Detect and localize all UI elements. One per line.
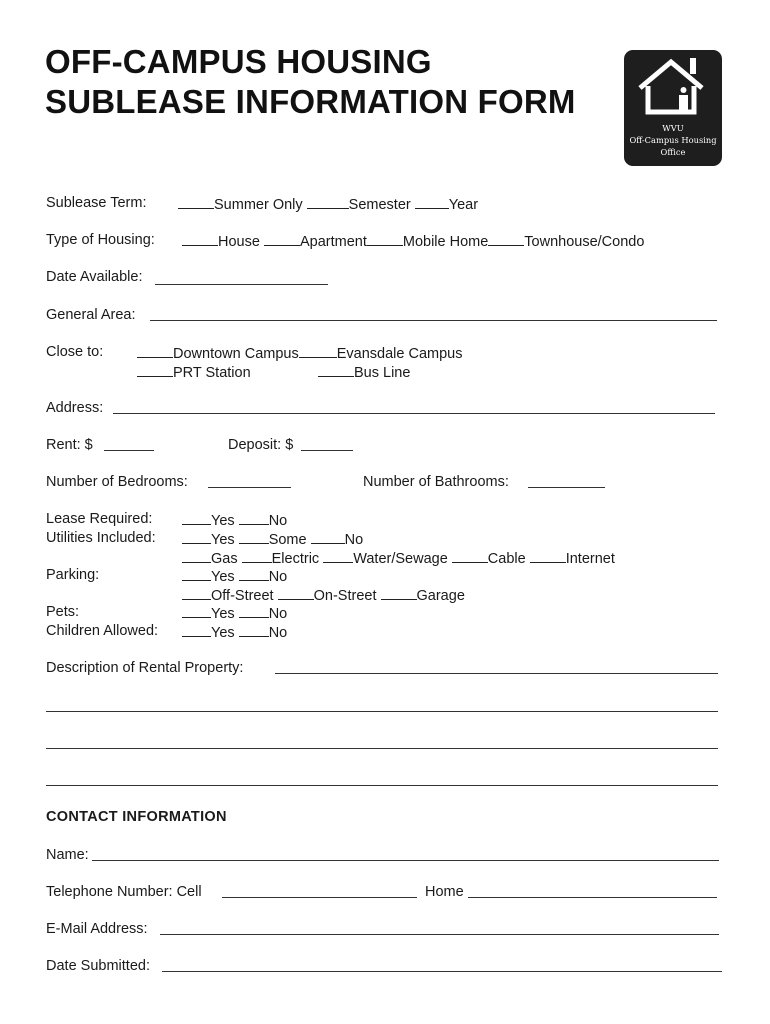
- children-no: No: [268, 625, 288, 641]
- close-to-row-2b: [318, 362, 410, 382]
- title-line-1: OFF-CAMPUS HOUSING: [45, 43, 432, 80]
- internet-blank[interactable]: [530, 548, 566, 563]
- general-area-label: General Area:: [46, 307, 136, 323]
- pets-options: [182, 603, 287, 623]
- util-no: No: [344, 532, 364, 548]
- name-field[interactable]: [92, 860, 719, 861]
- util-cable: Cable: [487, 551, 526, 567]
- parking-garage: Garage: [416, 588, 465, 604]
- opt-townhouse: Townhouse/Condo: [524, 234, 645, 250]
- general-area-field[interactable]: [150, 320, 717, 321]
- water-blank[interactable]: [323, 548, 353, 563]
- opt-year: Year: [448, 197, 479, 213]
- email-label: E-Mail Address:: [46, 921, 148, 937]
- util-yes: Yes: [211, 532, 235, 548]
- prt-blank[interactable]: [137, 362, 173, 377]
- date-available-label: Date Available:: [46, 269, 143, 285]
- opt-house: House: [218, 234, 260, 250]
- house-blank[interactable]: [182, 231, 218, 246]
- parking-yes-blank[interactable]: [182, 566, 211, 581]
- townhouse-blank[interactable]: [488, 231, 524, 246]
- opt-downtown: Downtown Campus: [173, 346, 299, 362]
- housing-type-options: [182, 231, 644, 251]
- house-icon: [624, 50, 722, 120]
- util-water: Water/Sewage: [353, 551, 448, 567]
- util-some: Some: [268, 532, 307, 548]
- parking-label: Parking:: [46, 567, 100, 583]
- rent-field[interactable]: [104, 450, 154, 451]
- utilities-options-2: [182, 548, 615, 568]
- opt-summer: Summer Only: [214, 197, 303, 213]
- pets-no-blank[interactable]: [239, 603, 269, 618]
- semester-blank[interactable]: [307, 194, 349, 209]
- downtown-blank[interactable]: [137, 343, 173, 358]
- contact-heading: CONTACT INFORMATION: [46, 809, 227, 825]
- opt-bus: Bus Line: [354, 365, 411, 381]
- bedrooms-field[interactable]: [208, 487, 291, 488]
- description-field-1[interactable]: [275, 673, 718, 674]
- address-label: Address:: [46, 400, 104, 416]
- parking-no-blank[interactable]: [239, 566, 269, 581]
- opt-mobile: Mobile Home: [402, 234, 489, 250]
- pets-yes-blank[interactable]: [182, 603, 211, 618]
- bedrooms-label: Number of Bedrooms:: [46, 474, 188, 490]
- lease-no: No: [268, 513, 288, 529]
- lease-yes-blank[interactable]: [182, 510, 211, 525]
- pets-no: No: [268, 606, 288, 622]
- children-options: [182, 622, 287, 642]
- form-title: [45, 42, 576, 122]
- children-no-blank[interactable]: [239, 622, 269, 637]
- mobile-blank[interactable]: [367, 231, 403, 246]
- deposit-field[interactable]: [301, 450, 353, 451]
- parking-onstreet: On-Street: [313, 588, 377, 604]
- utilities-label: Utilities Included:: [46, 530, 156, 546]
- logo-line-1: WVU: [662, 123, 684, 133]
- pets-yes: Yes: [211, 606, 235, 622]
- date-submitted-field[interactable]: [162, 971, 722, 972]
- children-yes: Yes: [211, 625, 235, 641]
- summer-blank[interactable]: [178, 194, 214, 209]
- deposit-label: Deposit: $: [228, 437, 294, 453]
- bathrooms-field[interactable]: [528, 487, 605, 488]
- lease-label: Lease Required:: [46, 511, 153, 527]
- children-label: Children Allowed:: [46, 623, 159, 639]
- date-available-field[interactable]: [155, 284, 328, 285]
- parking-options-1: [182, 566, 287, 586]
- util-gas: Gas: [211, 551, 238, 567]
- logo-line-2: Off-Campus Housing: [629, 135, 717, 145]
- parking-offstreet: Off-Street: [211, 588, 274, 604]
- phone-cell-field[interactable]: [222, 897, 417, 898]
- phone-home-field[interactable]: [468, 897, 717, 898]
- util-some-blank[interactable]: [239, 529, 269, 544]
- housing-type-label: Type of Housing:: [46, 232, 155, 248]
- utilities-options-1: [182, 529, 363, 549]
- util-no-blank[interactable]: [311, 529, 345, 544]
- description-field-3[interactable]: [46, 748, 718, 749]
- email-field[interactable]: [160, 934, 719, 935]
- description-field-2[interactable]: [46, 711, 718, 712]
- gas-blank[interactable]: [182, 548, 211, 563]
- electric-blank[interactable]: [242, 548, 272, 563]
- bus-blank[interactable]: [318, 362, 354, 377]
- description-label: Description of Rental Property:: [46, 660, 244, 676]
- opt-evansdale: Evansdale Campus: [336, 346, 463, 362]
- opt-semester: Semester: [348, 197, 411, 213]
- onstreet-blank[interactable]: [278, 585, 314, 600]
- phone-cell-label: Telephone Number: Cell: [46, 884, 202, 900]
- year-blank[interactable]: [415, 194, 449, 209]
- garage-blank[interactable]: [381, 585, 417, 600]
- bathrooms-label: Number of Bathrooms:: [363, 474, 509, 490]
- lease-options: [182, 510, 287, 530]
- util-yes-blank[interactable]: [182, 529, 211, 544]
- lease-yes: Yes: [211, 513, 235, 529]
- children-yes-blank[interactable]: [182, 622, 211, 637]
- cable-blank[interactable]: [452, 548, 488, 563]
- date-submitted-label: Date Submitted:: [46, 958, 150, 974]
- phone-home-label: Home: [425, 884, 464, 900]
- pets-label: Pets:: [46, 604, 80, 620]
- title-line-2: SUBLEASE INFORMATION FORM: [45, 83, 576, 120]
- apartment-blank[interactable]: [264, 231, 300, 246]
- opt-prt: PRT Station: [173, 365, 251, 381]
- evansdale-blank[interactable]: [299, 343, 337, 358]
- parking-options-2: [182, 585, 465, 605]
- description-field-4[interactable]: [46, 785, 718, 786]
- rent-label: Rent: $: [46, 437, 93, 453]
- close-to-row-2: [137, 362, 251, 382]
- close-to-label: Close to:: [46, 344, 104, 360]
- opt-apartment: Apartment: [299, 234, 367, 250]
- offstreet-blank[interactable]: [182, 585, 211, 600]
- wvu-logo: [624, 50, 722, 166]
- sublease-term-label: Sublease Term:: [46, 195, 147, 211]
- address-field[interactable]: [113, 413, 715, 414]
- util-internet: Internet: [565, 551, 615, 567]
- parking-no: No: [268, 569, 288, 585]
- close-to-row-1: [137, 343, 462, 363]
- util-electric: Electric: [271, 551, 320, 567]
- logo-line-3: Office: [660, 147, 686, 157]
- lease-no-blank[interactable]: [239, 510, 269, 525]
- sublease-term-options: [178, 194, 478, 214]
- name-label: Name:: [46, 847, 89, 863]
- parking-yes: Yes: [211, 569, 235, 585]
